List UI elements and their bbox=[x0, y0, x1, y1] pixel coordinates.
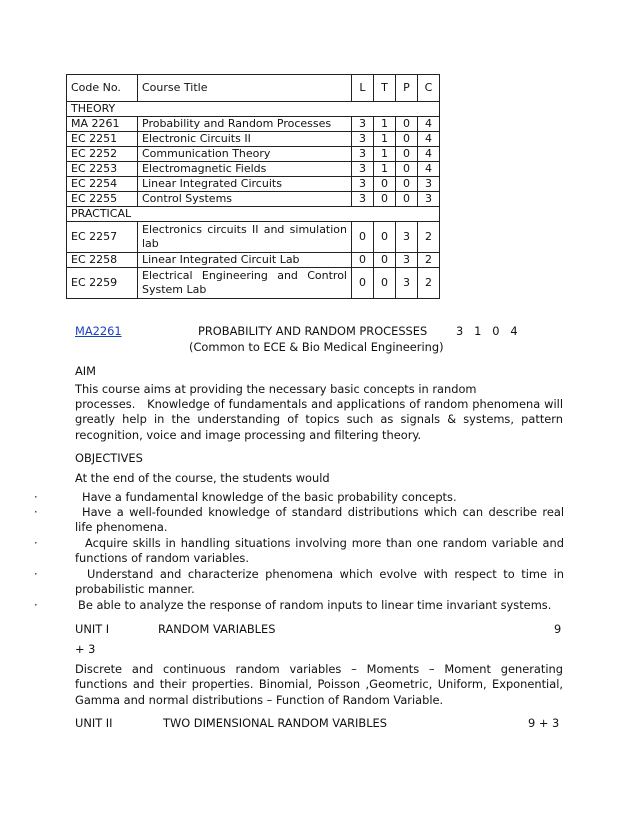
bullet-icon: · bbox=[34, 567, 38, 581]
header-c: C bbox=[418, 75, 440, 102]
bullet-icon: · bbox=[34, 505, 38, 519]
course-c: 2 bbox=[418, 268, 440, 299]
practical-label: PRACTICAL bbox=[67, 207, 440, 222]
course-p: 0 bbox=[396, 162, 418, 177]
course-c: 4 bbox=[418, 162, 440, 177]
course-code-link[interactable]: MA2261 bbox=[75, 324, 122, 338]
table-row bbox=[67, 177, 440, 192]
course-code: EC 2255 bbox=[67, 192, 138, 207]
unit-2-label: UNIT II bbox=[75, 716, 113, 730]
course-title-heading: PROBABILITY AND RANDOM PROCESSES bbox=[198, 324, 428, 338]
course-code: EC 2253 bbox=[67, 162, 138, 177]
unit-1-hours-a: 9 bbox=[554, 622, 562, 636]
course-code: EC 2258 bbox=[67, 253, 138, 268]
course-c: 4 bbox=[418, 147, 440, 162]
aim-heading: AIM bbox=[75, 364, 96, 378]
course-code: MA 2261 bbox=[67, 117, 138, 132]
course-l: 3 bbox=[352, 177, 374, 192]
theory-group-row bbox=[67, 102, 440, 117]
course-l: 3 bbox=[352, 162, 374, 177]
course-title: Communication Theory bbox=[138, 147, 352, 162]
unit-1-title: RANDOM VARIABLES bbox=[158, 622, 276, 636]
unit-2-title: TWO DIMENSIONAL RANDOM VARIBLES bbox=[163, 716, 387, 730]
unit-1-hours-b: + 3 bbox=[75, 642, 96, 656]
course-title: Probability and Random Processes bbox=[138, 117, 352, 132]
table-row bbox=[67, 192, 440, 207]
course-code: EC 2257 bbox=[67, 222, 138, 253]
course-p: 3 bbox=[396, 268, 418, 299]
header-t: T bbox=[374, 75, 396, 102]
unit-1-body: Discrete and continuous random variables – Moments – Moment generating functions and their properties. Binomial, Poisson ,Geometric, Uniform, Exponential, Gamma and normal distributions – Function of Random Variable. bbox=[75, 662, 563, 707]
course-p: 0 bbox=[396, 132, 418, 147]
objective-text: Understand and characterize phenomena which evolve with respect to time in probabilistic manner. bbox=[75, 567, 564, 597]
table-row bbox=[67, 132, 440, 147]
course-t: 1 bbox=[374, 147, 396, 162]
course-p: 0 bbox=[396, 192, 418, 207]
course-l: 3 bbox=[352, 192, 374, 207]
course-code: EC 2259 bbox=[67, 268, 138, 299]
course-code: EC 2252 bbox=[67, 147, 138, 162]
unit-1-label: UNIT I bbox=[75, 622, 110, 636]
course-l: 3 bbox=[352, 132, 374, 147]
course-c: 3 bbox=[418, 192, 440, 207]
course-c: 4 bbox=[418, 132, 440, 147]
course-l: 0 bbox=[352, 222, 374, 253]
table-row bbox=[67, 147, 440, 162]
course-p: 3 bbox=[396, 253, 418, 268]
course-t: 1 bbox=[374, 162, 396, 177]
course-l: 3 bbox=[352, 117, 374, 132]
bullet-icon: · bbox=[34, 536, 38, 550]
list-item bbox=[34, 536, 564, 568]
course-table bbox=[66, 74, 440, 299]
course-t: 0 bbox=[374, 268, 396, 299]
table-header-row bbox=[67, 75, 440, 102]
table-row bbox=[67, 162, 440, 177]
objective-text: Have a fundamental knowledge of the basic probability concepts. bbox=[82, 490, 457, 504]
bullet-icon: · bbox=[34, 490, 38, 504]
course-c: 3 bbox=[418, 177, 440, 192]
practical-group-row bbox=[67, 207, 440, 222]
objective-text: Have a well-founded knowledge of standard distributions which can describe real life phenomena. bbox=[75, 505, 575, 535]
list-item bbox=[34, 490, 564, 506]
unit-2-hours: 9 + 3 bbox=[528, 716, 560, 730]
bullet-icon: · bbox=[34, 598, 38, 612]
course-t: 1 bbox=[374, 132, 396, 147]
course-ltpc: 3 1 0 4 bbox=[456, 324, 518, 338]
table-row bbox=[67, 268, 440, 299]
table-row bbox=[67, 117, 440, 132]
course-l: 0 bbox=[352, 253, 374, 268]
course-c: 4 bbox=[418, 117, 440, 132]
course-c: 2 bbox=[418, 253, 440, 268]
course-t: 0 bbox=[374, 177, 396, 192]
header-code: Code No. bbox=[67, 75, 138, 102]
theory-label: THEORY bbox=[67, 102, 440, 117]
course-t: 1 bbox=[374, 117, 396, 132]
course-title: Control Systems bbox=[138, 192, 352, 207]
header-p: P bbox=[396, 75, 418, 102]
list-item bbox=[34, 505, 575, 537]
course-title: Linear Integrated Circuit Lab bbox=[138, 253, 352, 268]
course-code: EC 2251 bbox=[67, 132, 138, 147]
aim-line-1: This course aims at providing the necessary basic concepts in random bbox=[75, 382, 477, 396]
aim-body: processes. Knowledge of fundamentals and applications of random phenomena will greatly help in the understanding of topics such as signals & systems, pattern recognition, voice and image processing and filtering theory. bbox=[75, 397, 567, 442]
course-p: 0 bbox=[396, 147, 418, 162]
course-title: Electronic Circuits II bbox=[138, 132, 352, 147]
table-row bbox=[67, 222, 440, 253]
course-t: 0 bbox=[374, 253, 396, 268]
objectives-intro: At the end of the course, the students would bbox=[75, 471, 330, 485]
objective-text: Be able to analyze the response of random inputs to linear time invariant systems. bbox=[78, 598, 552, 612]
course-t: 0 bbox=[374, 192, 396, 207]
objectives-heading: OBJECTIVES bbox=[75, 451, 143, 465]
list-item bbox=[34, 598, 564, 614]
table-row bbox=[67, 253, 440, 268]
header-title: Course Title bbox=[138, 75, 352, 102]
course-t: 0 bbox=[374, 222, 396, 253]
course-p: 0 bbox=[396, 117, 418, 132]
header-l: L bbox=[352, 75, 374, 102]
course-code: EC 2254 bbox=[67, 177, 138, 192]
course-title: Electrical Engineering and Control System Lab bbox=[138, 268, 352, 299]
course-title: Electromagnetic Fields bbox=[138, 162, 352, 177]
course-l: 3 bbox=[352, 147, 374, 162]
course-title: Linear Integrated Circuits bbox=[138, 177, 352, 192]
course-title: Electronics circuits II and simulation lab bbox=[138, 222, 352, 253]
course-l: 0 bbox=[352, 268, 374, 299]
course-p: 0 bbox=[396, 177, 418, 192]
course-p: 3 bbox=[396, 222, 418, 253]
course-subtitle: (Common to ECE & Bio Medical Engineering) bbox=[189, 340, 444, 354]
objective-text: Acquire skills in handling situations involving more than one random variable and functions of random variables. bbox=[75, 536, 564, 566]
list-item bbox=[34, 567, 564, 599]
course-c: 2 bbox=[418, 222, 440, 253]
